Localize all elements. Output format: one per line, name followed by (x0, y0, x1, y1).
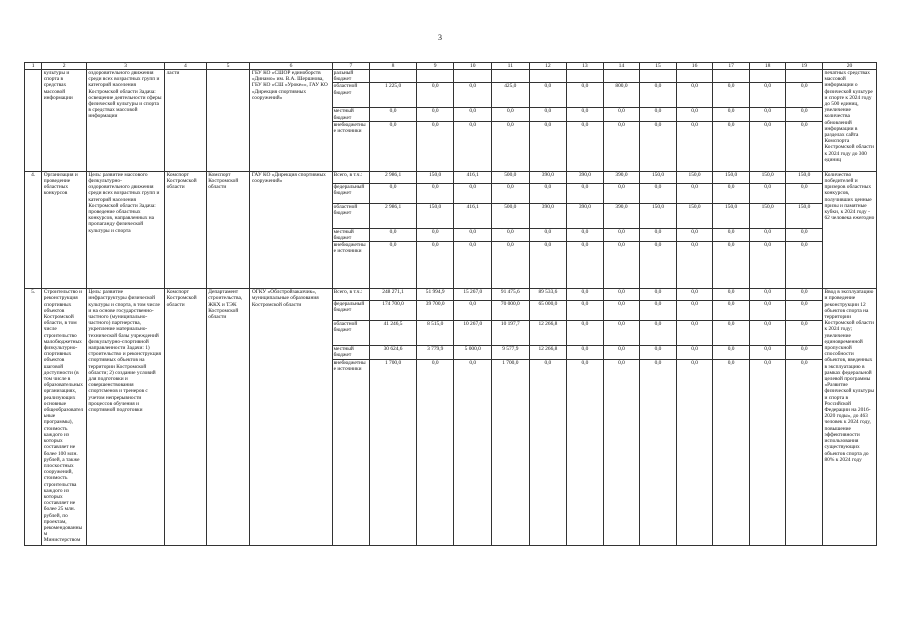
funding-value: 0,0 (786, 228, 823, 241)
funding-value: 0,0 (640, 346, 677, 359)
column-number: 7 (332, 63, 370, 70)
activity-customer: Комспорт Костромской области (165, 289, 207, 545)
funding-value: 12 266,8 (529, 346, 567, 359)
funding-value: 0,0 (567, 359, 604, 545)
funding-value: 0,0 (416, 108, 454, 121)
funding-value: 51 994,9 (416, 289, 454, 301)
program-activities-table (24, 62, 877, 546)
funding-value: 0,0 (640, 83, 677, 108)
funding-value: 0,0 (786, 346, 823, 359)
activity-executor: Комспорт Костромской области (206, 171, 250, 288)
funding-value: 0,0 (454, 242, 492, 289)
funding-source: местный бюджет (332, 108, 370, 121)
funding-value: 0,0 (603, 359, 640, 545)
funding-value: 150,0 (713, 203, 750, 228)
funding-source: Всего, в т.ч.: (332, 289, 370, 301)
funding-value: 39 700,0 (416, 301, 454, 321)
funding-value: 0,0 (749, 108, 786, 121)
column-number: 6 (250, 63, 332, 70)
funding-value: 65 000,0 (529, 301, 567, 321)
funding-source: внебюджетные источники (332, 121, 370, 171)
funding-value: 15 267,0 (454, 289, 492, 301)
funding-value: 0,0 (492, 108, 530, 121)
funding-value: 0,0 (749, 359, 786, 545)
funding-source: федеральный бюджет (332, 183, 370, 203)
funding-value: 0,0 (713, 301, 750, 321)
expected-result: печатных средствах массовой информации о физической культуре и спорте к 2024 году до 500 единиц, увеличение количества обновлений информации в разделах сайта Комспорта Костромской области к 2024 году до 300 единиц (822, 70, 876, 172)
funding-value: 0,0 (603, 183, 640, 203)
funding-value: 0,0 (603, 228, 640, 241)
funding-value: 0,0 (749, 242, 786, 289)
funding-value: 0,0 (567, 321, 604, 346)
funding-source: областной бюджет (332, 203, 370, 228)
column-number: 5 (206, 63, 250, 70)
funding-value: 0,0 (370, 228, 417, 241)
funding-value: 0,0 (786, 242, 823, 289)
funding-value: 0,0 (529, 359, 567, 545)
activity-participants: ГАУ КО «Дирекция спортивных сооружений» (250, 171, 332, 288)
funding-value: 0,0 (640, 242, 677, 289)
funding-value: 0,0 (529, 108, 567, 121)
table-row (25, 289, 877, 301)
funding-value: 0,0 (676, 183, 713, 203)
funding-value: 0,0 (416, 121, 454, 171)
funding-value: 0,0 (713, 183, 750, 203)
funding-value (454, 70, 492, 83)
funding-value: 390,0 (603, 203, 640, 228)
column-number-row (25, 63, 877, 70)
funding-value (370, 70, 417, 83)
funding-value (603, 70, 640, 83)
funding-value: 10 197,7 (492, 321, 530, 346)
activity-number: 5. (25, 289, 42, 545)
funding-value: 0,0 (713, 228, 750, 241)
funding-value: 390,0 (603, 171, 640, 183)
funding-value: 0,0 (603, 108, 640, 121)
funding-value: 0,0 (676, 346, 713, 359)
funding-value (416, 70, 454, 83)
funding-value: 1 700,0 (370, 359, 417, 545)
funding-value: 0,0 (640, 301, 677, 321)
funding-value: 416,1 (454, 203, 492, 228)
funding-value: 0,0 (416, 183, 454, 203)
column-number: 14 (603, 63, 640, 70)
column-number: 1 (25, 63, 42, 70)
funding-value: 0,0 (786, 121, 823, 171)
activity-customer: Комспорт Костромской области (165, 171, 207, 288)
funding-value: 390,0 (567, 171, 604, 183)
activity-number (25, 70, 42, 172)
funding-value (786, 70, 823, 83)
funding-value: 0,0 (676, 242, 713, 289)
funding-value: 70 000,0 (492, 301, 530, 321)
activity-executor: Департамент строительства, ЖКХ и ТЭК Костромской области (206, 289, 250, 545)
funding-value: 0,0 (713, 121, 750, 171)
activity-executor (206, 70, 250, 172)
column-number: 4 (165, 63, 207, 70)
funding-value: 0,0 (713, 321, 750, 346)
funding-value: 0,0 (640, 121, 677, 171)
funding-value: 150,0 (786, 203, 823, 228)
activity-name: Организация и проведение областных конкурсов (42, 171, 87, 288)
funding-value: 0,0 (676, 83, 713, 108)
funding-value: 150,0 (416, 171, 454, 183)
funding-value: 150,0 (640, 203, 677, 228)
funding-value: 0,0 (603, 242, 640, 289)
funding-value: 41 246,5 (370, 321, 417, 346)
funding-value: 0,0 (676, 121, 713, 171)
funding-value: 0,0 (492, 228, 530, 241)
funding-value: 500,0 (492, 203, 530, 228)
column-number: 11 (492, 63, 530, 70)
funding-value: 0,0 (786, 108, 823, 121)
funding-value: 0,0 (529, 183, 567, 203)
funding-value: 0,0 (454, 301, 492, 321)
column-number: 10 (454, 63, 492, 70)
funding-value: 0,0 (567, 242, 604, 289)
funding-source: местный бюджет (332, 228, 370, 241)
activity-number: 4. (25, 171, 42, 288)
table-row (25, 70, 877, 83)
funding-value: 800,0 (603, 83, 640, 108)
funding-value: 0,0 (786, 301, 823, 321)
funding-source: Всего, в т.ч.: (332, 171, 370, 183)
activity-participants: ГБУ КО «СШОР единоборств «Динамо» им. В.А. Шершнова, ГБУ КО «СШ «Уроке»», ГАУ КО «Дирекция спортивных сооружений» (250, 70, 332, 172)
funding-source: местный бюджет (332, 346, 370, 359)
expected-result: Ввод в эксплуатацию и проведение реконструкции 12 объектов спорта на территории Костромской области к 2024 году; увеличение единовременной пропускной способности объектов, введенных в эксплуатацию в рамках федеральной целевой программы «Развитие физической культуры и спорта в Российской Федерации на 2016-2020 годы», до 463 человек к 2024 году, повышение эффективности использования существующих объектов спорта до 80% к 2024 году (822, 289, 876, 545)
funding-value: 0,0 (749, 289, 786, 301)
expected-result: Количество победителей и призеров областных конкурсов, получивших ценные призы и памятные кубки, к 2024 году - 62 человека ежегодно (822, 171, 876, 288)
activity-name: культуры и спорта в средствах массовой информации (42, 70, 87, 172)
funding-value: 0,0 (492, 183, 530, 203)
funding-value: 0,0 (749, 228, 786, 241)
funding-value: 390,0 (529, 203, 567, 228)
funding-value: 150,0 (416, 203, 454, 228)
funding-value: 2 986,1 (370, 171, 417, 183)
funding-value: 0,0 (370, 121, 417, 171)
funding-value: 0,0 (640, 321, 677, 346)
funding-value: 0,0 (567, 301, 604, 321)
funding-value (676, 70, 713, 83)
funding-value: 0,0 (567, 346, 604, 359)
funding-value: 0,0 (567, 183, 604, 203)
activity-customer: ласти (165, 70, 207, 172)
funding-value: 0,0 (786, 359, 823, 545)
funding-value: 0,0 (676, 301, 713, 321)
funding-value: 150,0 (676, 203, 713, 228)
funding-value: 390,0 (567, 203, 604, 228)
funding-value: 0,0 (786, 289, 823, 301)
funding-value (529, 70, 567, 83)
funding-value: 0,0 (416, 83, 454, 108)
column-number: 13 (567, 63, 604, 70)
funding-value: 0,0 (454, 228, 492, 241)
page-number: 3 (438, 33, 442, 42)
column-number: 8 (370, 63, 417, 70)
funding-value: 30 624,6 (370, 346, 417, 359)
funding-value: 12 266,8 (529, 321, 567, 346)
activity-name: Строительство и реконструкция спортивных объектов Костромской области, в том числе строительство малобюджетных физкультурно-спортивных объектов шаговой доступности (в том числе в образовательных организациях, реализующих основные общеобразовательные программы), стоимость каждого из которых составляет не более 100 млн. рублей, а также плоскостных сооружений, стоимость строительства каждого из которых составляет не более 25 млн. рублей, по проектам, рекомендованным Министерством (42, 289, 87, 545)
funding-value: 0,0 (749, 83, 786, 108)
funding-value: 0,0 (567, 108, 604, 121)
funding-value: 0,0 (567, 121, 604, 171)
funding-value: 89 533,6 (529, 289, 567, 301)
funding-value: 0,0 (567, 228, 604, 241)
funding-value: 150,0 (749, 171, 786, 183)
column-number: 2 (42, 63, 87, 70)
funding-value: 0,0 (786, 183, 823, 203)
funding-value: 0,0 (603, 346, 640, 359)
column-number: 9 (416, 63, 454, 70)
column-number: 20 (822, 63, 876, 70)
funding-value (567, 70, 604, 83)
funding-value (749, 70, 786, 83)
funding-value: 0,0 (640, 228, 677, 241)
funding-value: 0,0 (786, 321, 823, 346)
activity-goal: Цель: развитие инфраструктуры физической культуры и спорта, в том числе и на основе государственно-частного (муниципально-частного) партнерства, укрепление материально-технической базы учреждений физкультурно-спортивной направленности Задачи: 1) строительство и реконструкция спортивных объектов на территории Костромской области; 2) создание условий для подготовки и совершенствования спортсменов и тренеров с учетом непрерывности процессов обучения и спортивной подготовки (86, 289, 164, 545)
funding-value: 0,0 (749, 183, 786, 203)
funding-value: 0,0 (640, 183, 677, 203)
funding-value: 0,0 (454, 121, 492, 171)
funding-value: 0,0 (749, 321, 786, 346)
funding-value: 0,0 (713, 242, 750, 289)
funding-source: внебюджетные источники (332, 242, 370, 289)
funding-value: 0,0 (454, 83, 492, 108)
activity-participants: ОГКУ «Облстройзаказчик», муниципальные образования Костромской области (250, 289, 332, 545)
funding-value: 2 986,1 (370, 203, 417, 228)
funding-value: 0,0 (676, 228, 713, 241)
funding-value (640, 70, 677, 83)
column-number: 19 (786, 63, 823, 70)
funding-value: 150,0 (749, 203, 786, 228)
funding-value: 0,0 (492, 121, 530, 171)
funding-value: 0,0 (676, 359, 713, 545)
funding-value: 390,0 (529, 171, 567, 183)
funding-value: 9 577,9 (492, 346, 530, 359)
funding-value: 0,0 (713, 83, 750, 108)
funding-value: 10 267,0 (454, 321, 492, 346)
funding-value: 0,0 (676, 108, 713, 121)
funding-value: 0,0 (749, 346, 786, 359)
funding-value: 3 779,9 (416, 346, 454, 359)
funding-value: 0,0 (370, 242, 417, 289)
activity-goal: Цель: развитие массового физкультурно-оздоровительного движения среди всех возрастных групп и категорий населения Костромской области Задача: проведение областных конкурсов, направленных на пропаганду физической культуры и спорта (86, 171, 164, 288)
column-number: 15 (640, 63, 677, 70)
funding-value: 0,0 (416, 228, 454, 241)
funding-value: 1 225,0 (370, 83, 417, 108)
funding-source: внебюджетные источники (332, 359, 370, 545)
funding-value: 0,0 (416, 359, 454, 545)
column-number: 3 (86, 63, 164, 70)
funding-value: 0,0 (529, 242, 567, 289)
funding-value: 0,0 (603, 289, 640, 301)
funding-value: 0,0 (454, 108, 492, 121)
column-number: 16 (676, 63, 713, 70)
funding-value: 0,0 (529, 121, 567, 171)
funding-value: 0,0 (529, 228, 567, 241)
funding-value: 416,1 (454, 171, 492, 183)
funding-value: 0,0 (713, 108, 750, 121)
funding-value: 91 475,6 (492, 289, 530, 301)
funding-value: 500,0 (492, 171, 530, 183)
funding-value: 5 000,0 (454, 346, 492, 359)
funding-value: 0,0 (786, 83, 823, 108)
funding-value (492, 70, 530, 83)
funding-value: 0,0 (676, 321, 713, 346)
funding-value: 150,0 (676, 171, 713, 183)
funding-value: 425,0 (492, 83, 530, 108)
funding-value: 150,0 (640, 171, 677, 183)
funding-value: 0,0 (567, 83, 604, 108)
funding-value: 0,0 (603, 121, 640, 171)
funding-value: 8 515,0 (416, 321, 454, 346)
funding-value: 150,0 (713, 171, 750, 183)
funding-source: федеральный бюджет (332, 301, 370, 321)
funding-value: 0,0 (416, 242, 454, 289)
funding-source: областной бюджет (332, 321, 370, 346)
funding-value: 0,0 (713, 289, 750, 301)
funding-value: 0,0 (640, 359, 677, 545)
funding-value: 0,0 (567, 289, 604, 301)
funding-value: 174 700,0 (370, 301, 417, 321)
funding-source: областной бюджет (332, 83, 370, 108)
funding-value: 0,0 (603, 321, 640, 346)
funding-value: 0,0 (454, 359, 492, 545)
funding-value: 0,0 (640, 289, 677, 301)
column-number: 18 (749, 63, 786, 70)
funding-value: 0,0 (603, 301, 640, 321)
funding-value: 0,0 (492, 242, 530, 289)
funding-value: 0,0 (640, 108, 677, 121)
column-number: 17 (713, 63, 750, 70)
column-number: 12 (529, 63, 567, 70)
activity-goal: оздоровительного движения среди всех возрастных групп и категорий населения Костромской области Задача: освещение деятельности сферы физической культуры и спорта в средствах массовой информации (86, 70, 164, 172)
funding-source: ральный бюджет (332, 70, 370, 83)
funding-value: 0,0 (529, 83, 567, 108)
funding-value: 0,0 (713, 346, 750, 359)
funding-value: 248 271,1 (370, 289, 417, 301)
funding-value: 0,0 (454, 183, 492, 203)
funding-value: 0,0 (749, 121, 786, 171)
funding-value: 0,0 (713, 359, 750, 545)
funding-value: 0,0 (749, 301, 786, 321)
funding-value: 1 700,0 (492, 359, 530, 545)
funding-value: 0,0 (370, 183, 417, 203)
funding-value: 0,0 (676, 289, 713, 301)
funding-value: 0,0 (370, 108, 417, 121)
funding-value (713, 70, 750, 83)
funding-value: 150,0 (786, 171, 823, 183)
table-row (25, 171, 877, 183)
